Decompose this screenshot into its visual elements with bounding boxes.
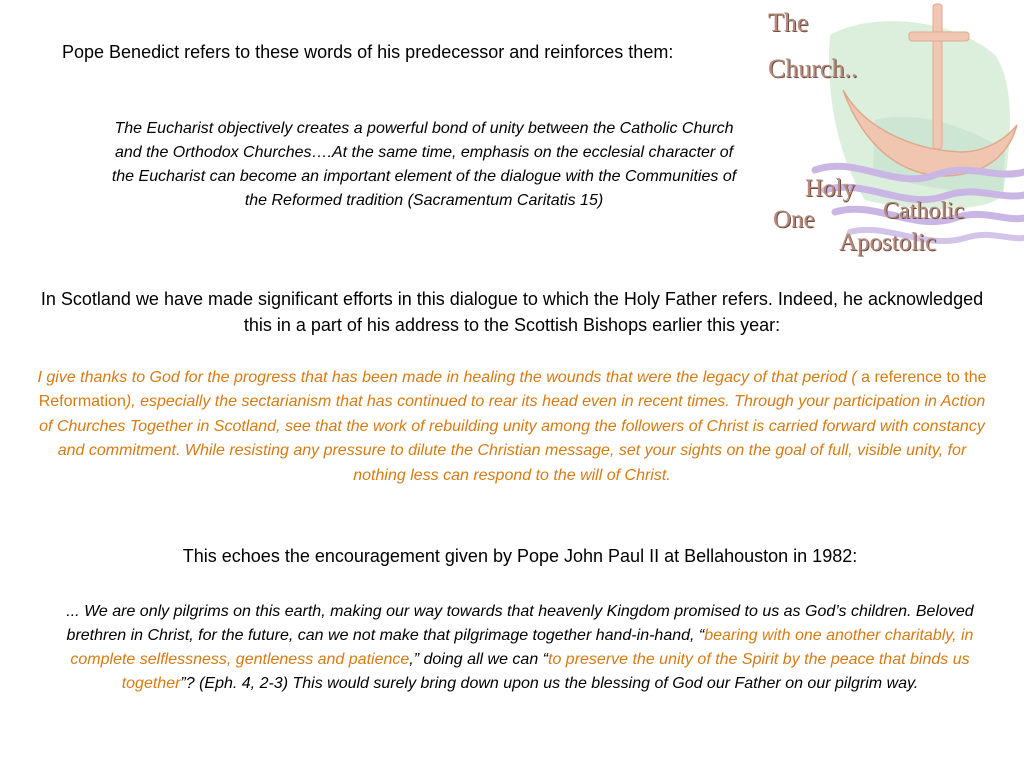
benedict-quote-aside: a reference to the Reformation <box>38 369 987 411</box>
bellahouston-quote-highlight1: bearing with one another charitably, in complete selflessness, gentleness and patience <box>70 627 974 668</box>
benedict-quote-part1: I give thanks to God for the progress that has been made in healing the wounds that were the legacy of that period ( <box>37 369 862 386</box>
eucharist-quote: The Eucharist objectively creates a powerful bond of unity between the Catholic Church and the Orthodox Churches….At the same time, emphasis on the ecclesial character of the Eucharist can become an important element of the dialogue with the Communities of the Reformed tradition (Sacramentum Caritatis 15) <box>111 120 737 209</box>
bellahouston-quote <box>40 600 1000 696</box>
bellahouston-quote-highlight2: to preserve the unity of the Spirit by the peace that binds us together <box>121 651 970 692</box>
intro-paragraph: Pope Benedict refers to these words of his predecessor and reinforces them: <box>62 42 674 62</box>
bellahouston-quote-part1: ... We are only pilgrims on this earth, making our way towards that heavenly Kingdom promised to us as God’s children. Beloved brethren in Christ, for the future, can we not make that pilgrimage together hand-in-hand, “ <box>66 603 974 644</box>
benedict-quote <box>36 366 988 488</box>
logo-word-holy: Holy <box>805 175 855 202</box>
logo-word-the: The <box>768 8 809 37</box>
bellahouston-quote-part2: ,” doing all we can “ <box>409 651 548 668</box>
logo-word-one: One <box>773 206 815 233</box>
bellahouston-quote-part3: ”? (Eph. 4, 2-3) This would surely bring down upon us the blessing of God our Father on our pilgrim way. <box>180 675 919 692</box>
benedict-quote-part2: ), especially the sectarianism that has continued to rear its head even in recent times. Through your participation in Action of Churches Together in Scotland, see that the work of rebuilding unity among the followers of Christ is carried forward with constancy and commitment. While resisting any pressure to dilute the Christian message, set your sights on the goal of full, visible unity, for nothing less can respond to the will of Christ. <box>39 393 986 484</box>
church-logo <box>755 0 1024 268</box>
logo-word-church: Church.. <box>768 54 858 83</box>
john-paul-paragraph: This echoes the encouragement given by Pope John Paul II at Bellahouston in 1982: <box>182 546 858 566</box>
scotland-paragraph: In Scotland we have made significant efforts in this dialogue to which the Holy Father refers. Indeed, he acknowledged this in a part of his address to the Scottish Bishops earlier this year: <box>40 289 984 335</box>
logo-word-apostolic: Apostolic <box>839 229 937 256</box>
logo-word-catholic: Catholic <box>883 198 965 224</box>
